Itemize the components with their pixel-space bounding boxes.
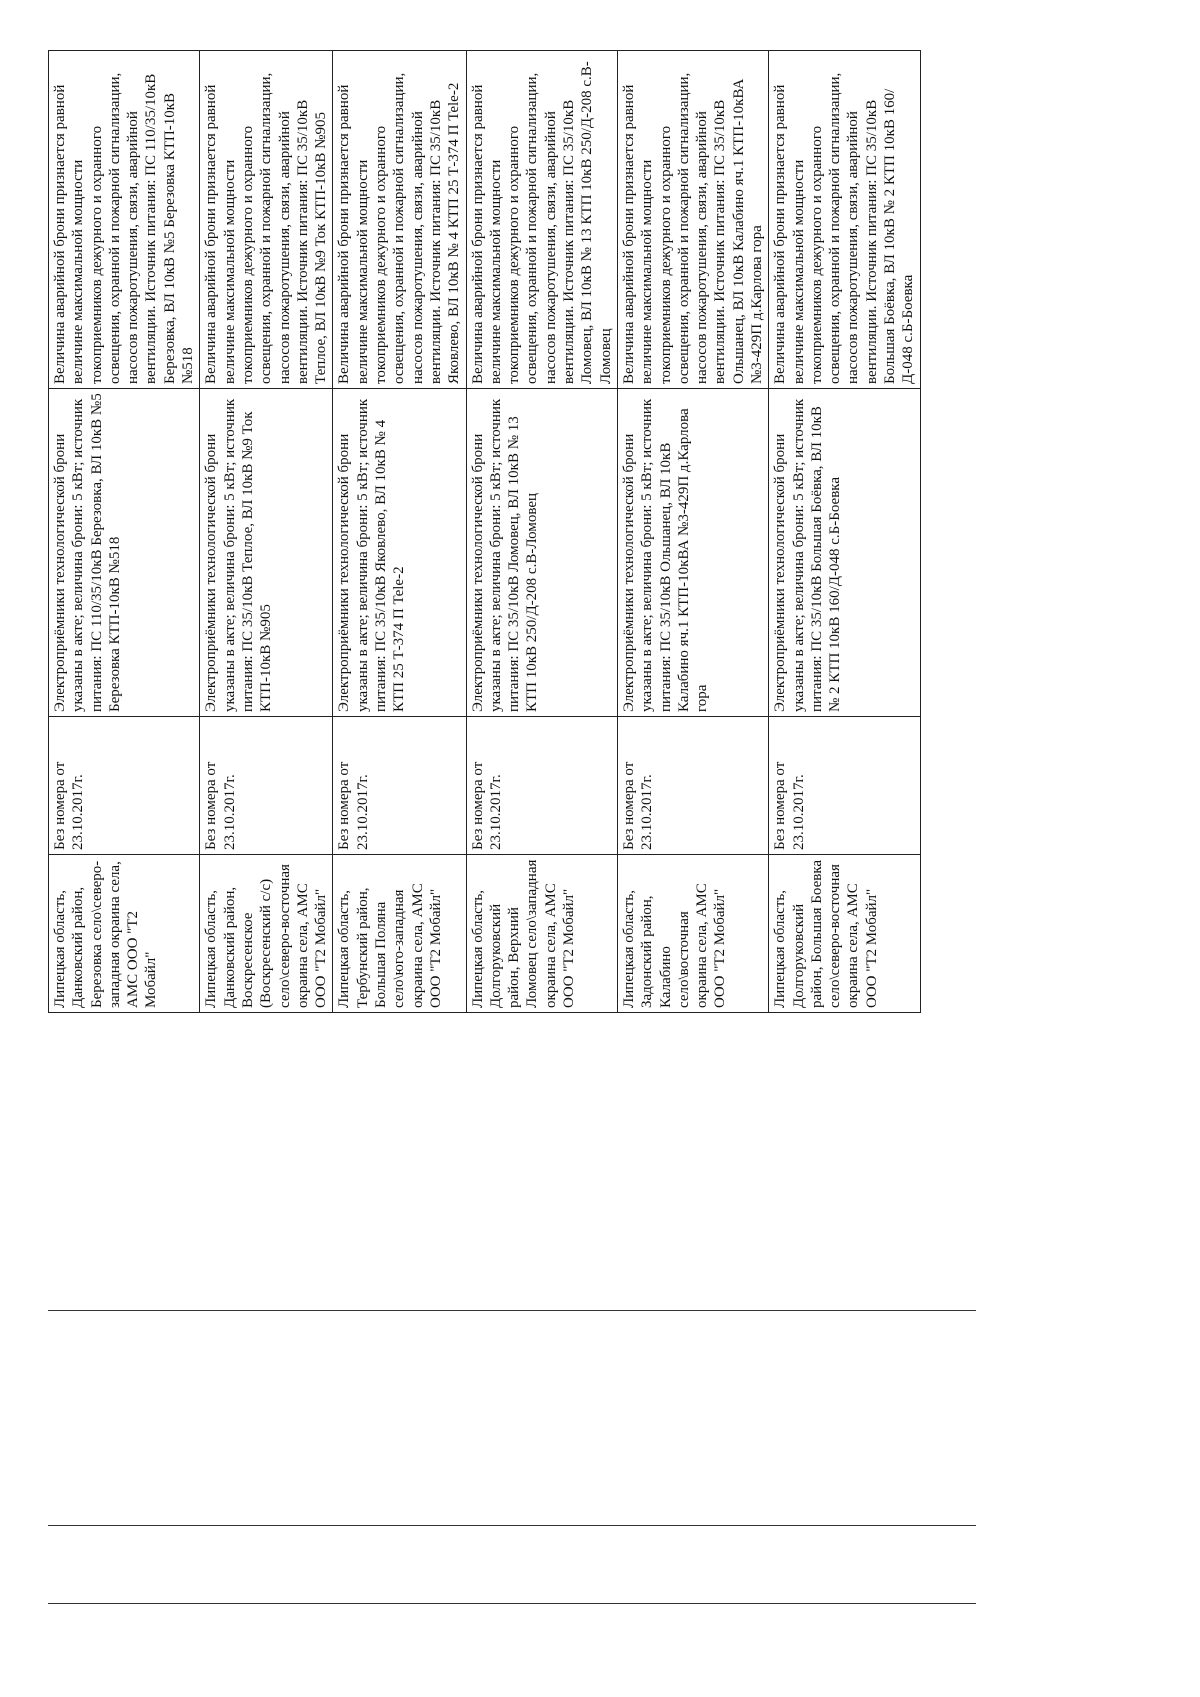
table-row xyxy=(200,51,333,1013)
table-row xyxy=(49,51,200,1013)
cell-emergency-reserve: Величина аварийной брони признается равной величине максимальной мощности токоприемников дежурного и охранного освещения, охранной и пожарной сигнализации, насосов пожаротушения, связи, аварийной вентиляции. Источник питания: ПС 35/10кВ Большая Боёвка, ВЛ 10кВ № 2 КТП 10кВ 160/Д-048 с.Б-Боевка xyxy=(769,51,920,389)
cell-act: Без номера от 23.10.2017г. xyxy=(333,717,466,855)
cell-technological-reserve: Электроприёмники технологической брони указаны в акте; величина брони: 5 кВт; источник питания: ПС 110/35/10кВ Березовка, ВЛ 10кВ №5 Березовка КТП-10кВ №518 xyxy=(49,389,200,717)
cell-technological-reserve: Электроприёмники технологической брони указаны в акте; величина брони: 5 кВт; источник питания: ПС 35/10кВ Теплое, ВЛ 10кВ №9 Ток КТП-10кВ №905 xyxy=(200,389,333,717)
cell-technological-reserve: Электроприёмники технологической брони указаны в акте; величина брони: 5 кВт; источник питания: ПС 35/10кВ Ольшанец, ВЛ 10кВ Калабино яч.1 КТП-10кВА №3-429П д.Карлова гора xyxy=(617,389,768,717)
cell-emergency-reserve: Величина аварийной брони признается равной величине максимальной мощности токоприемников дежурного и охранного освещения, охранной и пожарной сигнализации, насосов пожаротушения, связи, аварийной вентиляции. Источник питания: ПС 35/10кВ Ломовец, ВЛ 10кВ № 13 КТП 10кВ 250/Д-208 с.В-Ломовец xyxy=(466,51,617,389)
cell-emergency-reserve: Величина аварийной брони признается равной величине максимальной мощности токоприемников дежурного и охранного освещения, охранной и пожарной сигнализации, насосов пожаротушения, связи, аварийной вентиляции. Источник питания: ПС 110/35/10кВ Березовка, ВЛ 10кВ №5 Березовка КТП-10кВ №518 xyxy=(49,51,200,389)
cell-act: Без номера от 23.10.2017г. xyxy=(49,717,200,855)
cell-act: Без номера от 23.10.2017г. xyxy=(466,717,617,855)
cell-location: Липецкая область, Долгоруковский район, Большая Боевка село\северо-восточная окраина села, АМС ООО "Т2 Мобайл" xyxy=(769,855,920,1013)
cell-act: Без номера от 23.10.2017г. xyxy=(769,717,920,855)
cell-technological-reserve: Электроприёмники технологической брони указаны в акте; величина брони: 5 кВт; источник питания: ПС 35/10кВ Ломовец, ВЛ 10кВ № 13 КТП 10кВ 250/Д-208 с.В-Ломовец xyxy=(466,389,617,717)
table-row xyxy=(769,51,920,1013)
cell-location: Липецкая область, Тербунский район, Большая Поляна село\юго-западная окраина села, АМС ООО "Т2 Мобайл" xyxy=(333,855,466,1013)
cell-emergency-reserve: Величина аварийной брони признается равной величине максимальной мощности токоприемников дежурного и охранного освещения, охранной и пожарной сигнализации, насосов пожаротушения, связи, аварийной вентиляции. Источник питания: ПС 35/10кВ Яковлево, ВЛ 10кВ № 4 КТП 25 Т-374 П Tele-2 xyxy=(333,51,466,389)
cell-emergency-reserve: Величина аварийной брони признается равной величине максимальной мощности токоприемников дежурного и охранного освещения, охранной и пожарной сигнализации, насосов пожаротушения, связи, аварийной вентиляции. Источник питания: ПС 35/10кВ Теплое, ВЛ 10кВ №9 Ток КТП-10кВ №905 xyxy=(200,51,333,389)
table-row xyxy=(617,51,768,1013)
cell-location: Липецкая область, Данковский район, Березовка село\северо-западная окраина села, АМС ООО "Т2 Мобайл" xyxy=(49,855,200,1013)
rule-line xyxy=(48,1525,976,1526)
cell-location: Липецкая область, Задонский район, Калабино село\восточная окраина села, АМС ООО "Т2 Мобайл" xyxy=(617,855,768,1013)
cell-technological-reserve: Электроприёмники технологической брони указаны в акте; величина брони: 5 кВт; источник питания: ПС 35/10кВ Яковлево, ВЛ 10кВ № 4 КТП 25 Т-374 П Tele-2 xyxy=(333,389,466,717)
cell-act: Без номера от 23.10.2017г. xyxy=(617,717,768,855)
cell-location: Липецкая область, Данковский район, Воскресенское (Воскресенский с/с) село\северо-восточная окраина села, АМС ООО "Т2 Мобайл" xyxy=(200,855,333,1013)
cell-act: Без номера от 23.10.2017г. xyxy=(200,717,333,855)
rule-line xyxy=(48,1310,976,1311)
cell-emergency-reserve: Величина аварийной брони признается равной величине максимальной мощности токоприемников дежурного и охранного освещения, охранной и пожарной сигнализации, насосов пожаротушения, связи, аварийной вентиляции. Источник питания: ПС 35/10кВ Ольшанец, ВЛ 10кВ Калабино яч.1 КТП-10кВА №3-429П д.Карлова гора xyxy=(617,51,768,389)
cell-technological-reserve: Электроприёмники технологической брони указаны в акте; величина брони: 5 кВт; источник питания: ПС 35/10кВ Большая Боёвка, ВЛ 10кВ № 2 КТП 10кВ 160/Д-048 с.Б-Боевка xyxy=(769,389,920,717)
table-row xyxy=(333,51,466,1013)
table-row xyxy=(466,51,617,1013)
reservation-table xyxy=(48,50,921,1013)
cell-location: Липецкая область, Долгоруковский район, Верхний Ломовец село\западная окраина села, АМС ООО "Т2 Мобайл" xyxy=(466,855,617,1013)
rule-line xyxy=(48,1603,976,1604)
